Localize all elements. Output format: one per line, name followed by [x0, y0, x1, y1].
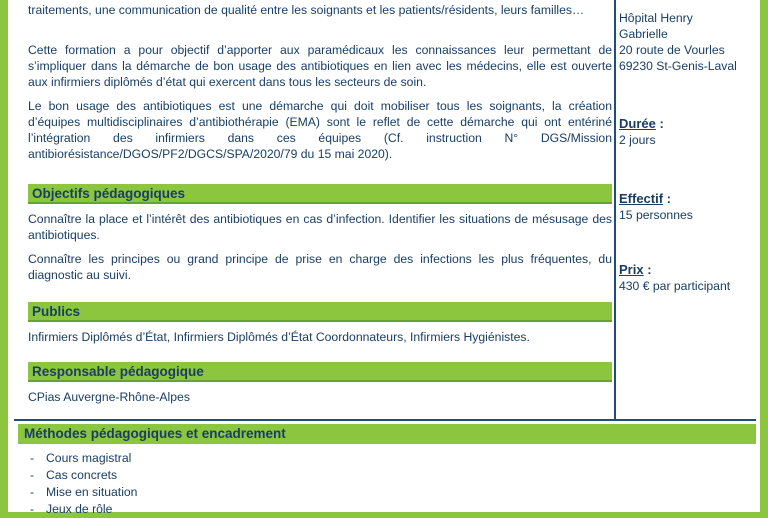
effectif-label: Effectif: [619, 191, 664, 206]
objectifs-paragraph-1: Connaître la place et l’intérêt des antibiotiques en cas d’infection. Identifier les situations de mésusage des antibiotiques.: [28, 212, 612, 242]
intro-paragraph-1: Cette formation a pour objectif d’apporter aux paramédicaux les connaissances leur permettant de s’impliquer dans la démarche de bon usage des antibiotiques en lien avec les médecins, elle est ouverte aux infirmiers diplômés d’état qui exercent dans tous les secteurs de soin.: [28, 43, 612, 89]
duree-label: Durée: [619, 116, 656, 131]
address-line: Hôpital Henry: [619, 11, 693, 25]
methodes-list: [30, 450, 137, 518]
prix-label: Prix: [619, 262, 644, 277]
address-line: 69230 St-Genis-Laval: [619, 59, 737, 73]
intro-paragraph-0: traitements, une communication de qualité entre les soignants et les patients/résidents, leurs familles…: [28, 3, 585, 17]
intro-paragraph-2: Le bon usage des antibiotiques est une démarche qui doit mobiliser tous les soignants, la création d’équipes multidisciplinaires d’antibiothérapie (EMA) sont le reflet de cette démarche qui ont entériné l’intégration des infirmiers dans ces équipes (Cf. instruction N° DGS/Mission antibiorésistance/DGOS/PF2/DGCS/SPA/2020/79 du 15 mai 2020).: [28, 99, 612, 161]
address-line: 20 route de Vourles: [619, 43, 725, 57]
effectif-value: 15 personnes: [619, 208, 693, 222]
list-item: - Cas concrets: [30, 467, 137, 484]
list-item: - Jeux de rôle: [30, 501, 137, 518]
section-methodes-header: Méthodes pédagogiques et encadrement: [18, 424, 756, 444]
duree-value: 2 jours: [619, 133, 656, 147]
section-responsable-header: Responsable pédagogique: [28, 362, 612, 382]
list-item: - Mise en situation: [30, 484, 137, 501]
prix-block: [619, 262, 759, 294]
section-divider-line: [14, 419, 756, 421]
column-divider: [614, 0, 616, 419]
section-publics-header: Publics: [28, 302, 612, 322]
prix-colon: :: [643, 262, 652, 277]
effectif-block: [619, 191, 759, 223]
objectifs-paragraph-2: Connaître les principes ou grand principe de prise en charge des infections les plus fréquentes, du diagnostic au suivi.: [28, 252, 612, 282]
prix-value: 430 € par participant: [619, 279, 731, 293]
publics-text: Infirmiers Diplômés d’État, Infirmiers Diplômés d’État Coordonnateurs, Infirmiers Hygiénistes.: [28, 330, 530, 344]
effectif-colon: :: [663, 191, 672, 206]
section-objectifs-header: Objectifs pédagogiques: [28, 184, 612, 204]
duree-block: [619, 116, 759, 148]
list-item: - Cours magistral: [30, 450, 137, 467]
address-line: Gabrielle: [619, 27, 668, 41]
responsable-text: CPias Auvergne-Rhône-Alpes: [28, 390, 190, 404]
duree-colon: :: [655, 116, 664, 131]
venue-address: [619, 10, 759, 74]
